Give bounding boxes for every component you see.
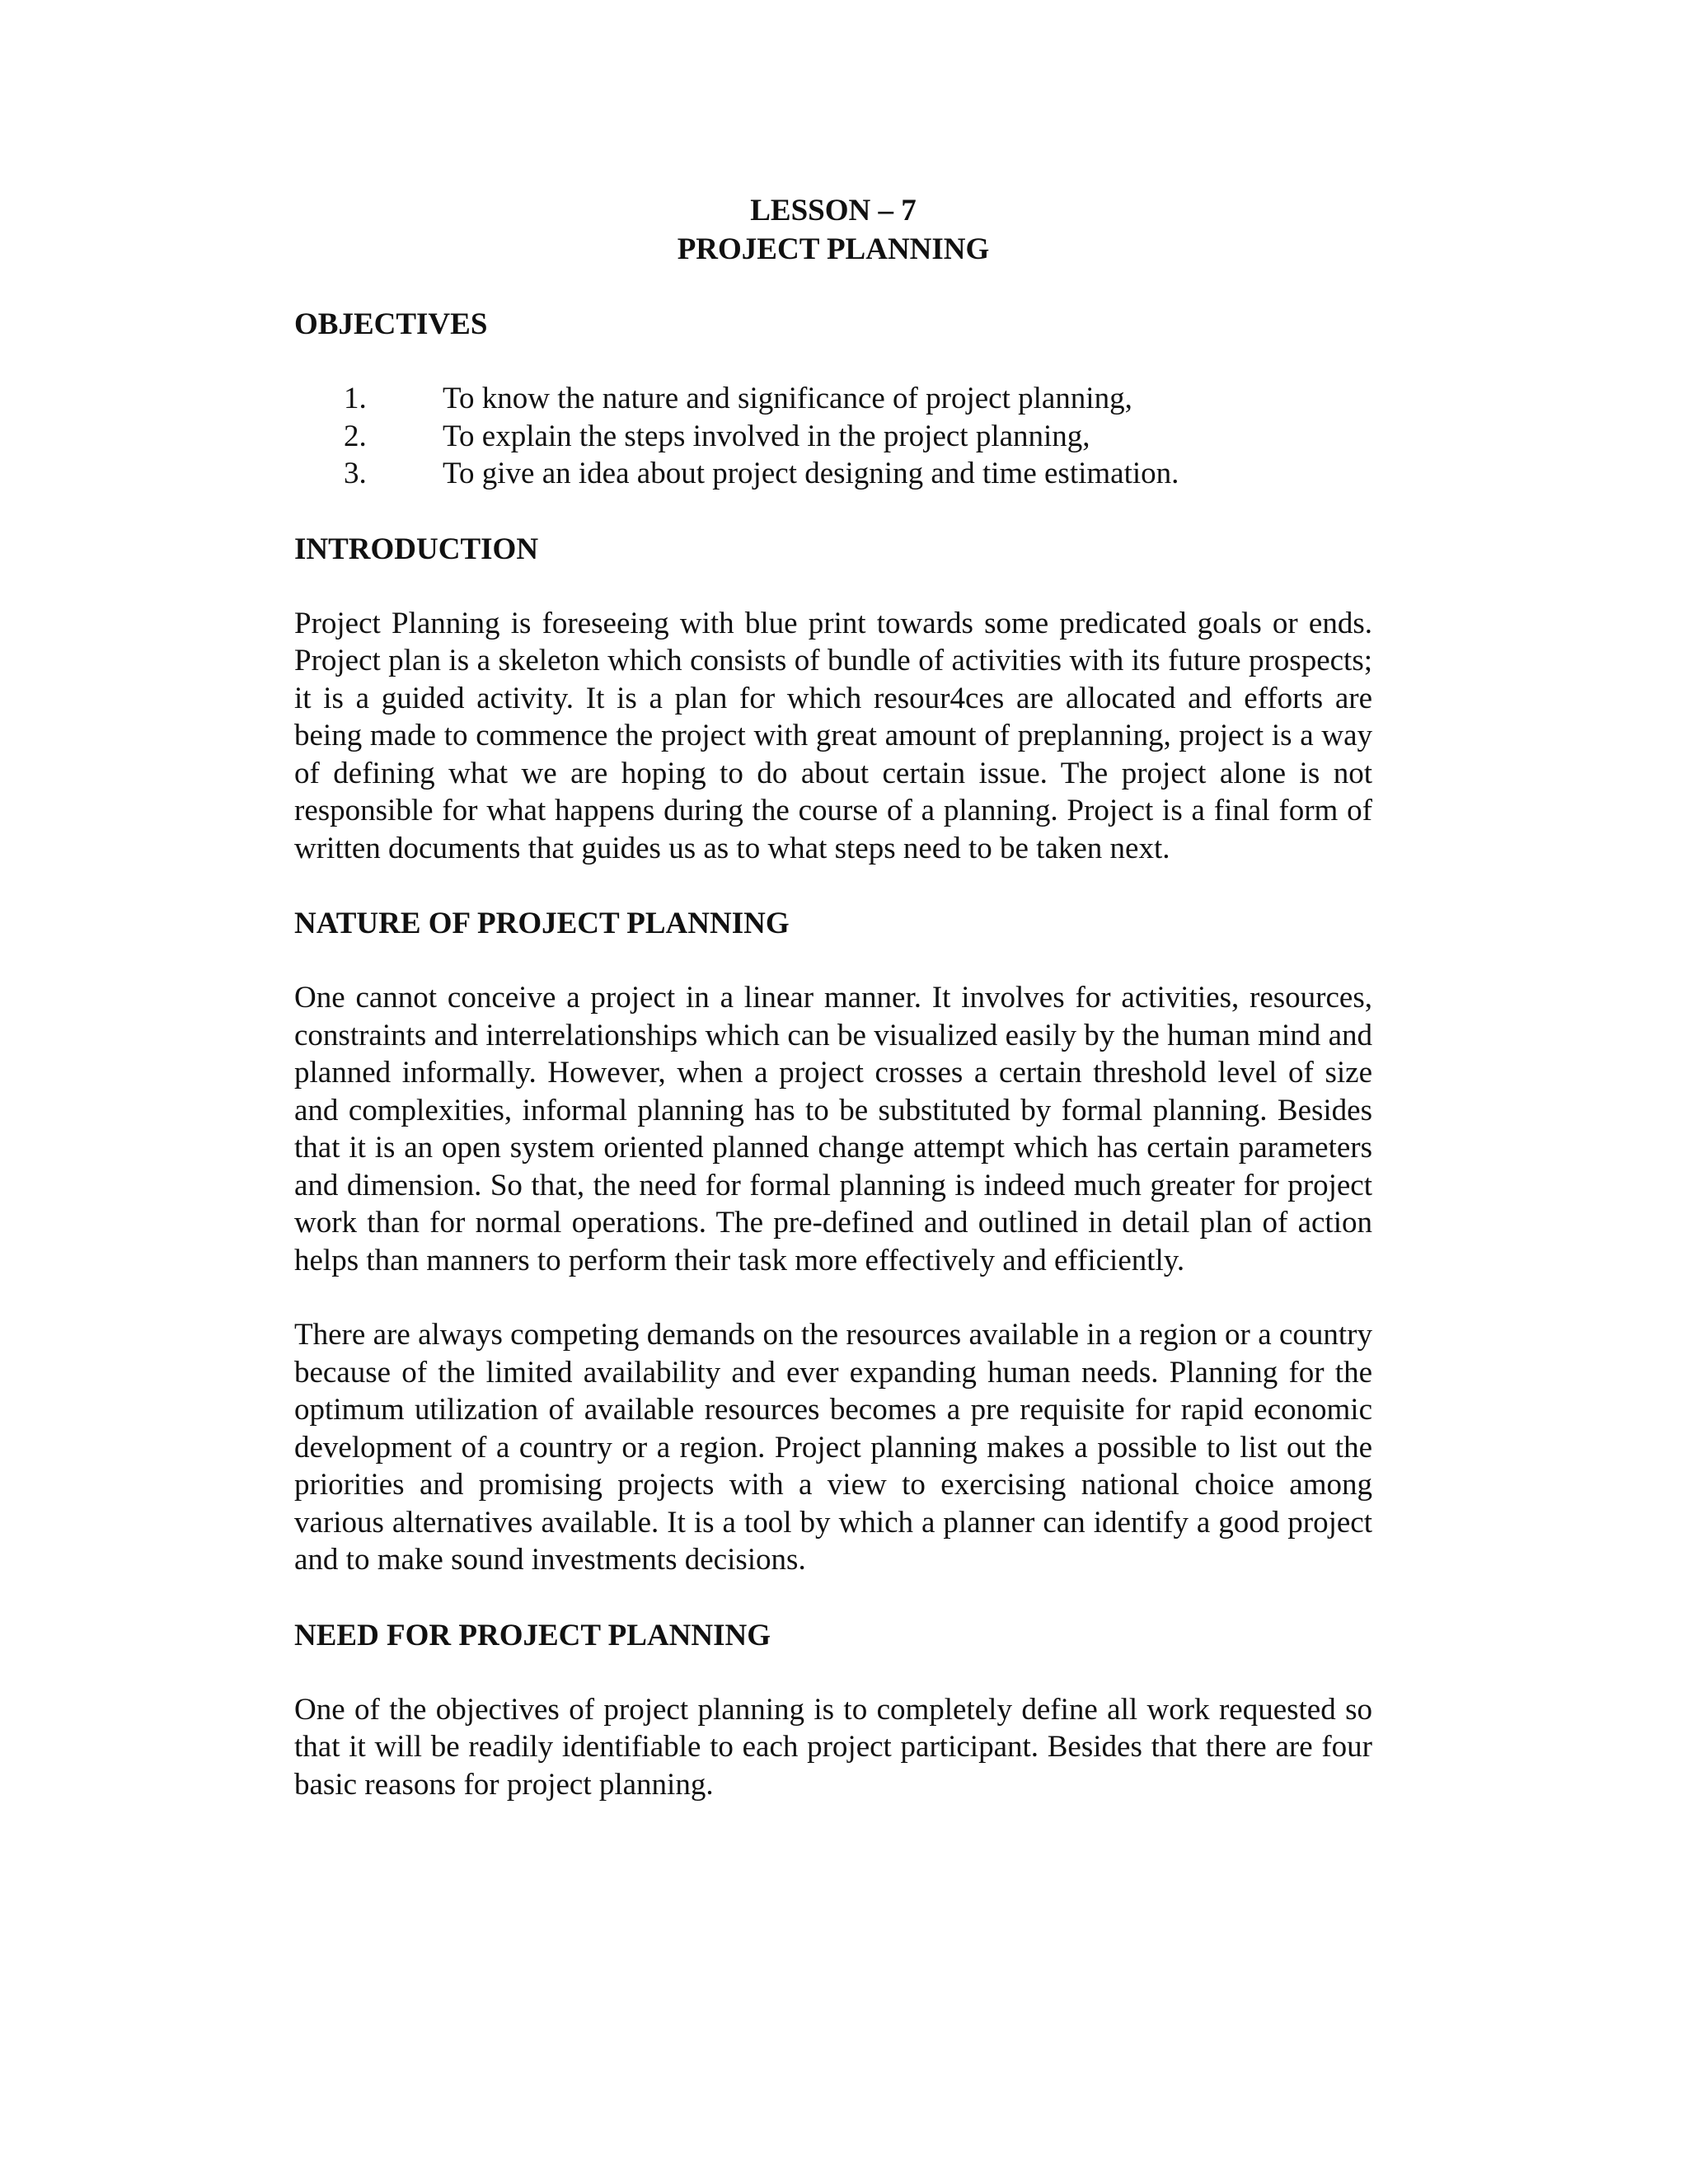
document-page <box>294 191 1372 1840</box>
lesson-number: LESSON – 7 <box>750 194 917 227</box>
need-paragraph: One of the objectives of project planning is to completely define all work requested so that it will be readily identifiable to each project participant. Besides that there are four basic reasons for project planning. <box>294 1692 1372 1802</box>
list-item-text: To give an idea about project designing and time estimation. <box>443 457 1179 490</box>
list-item-number: 1. <box>344 382 367 415</box>
introduction-heading: INTRODUCTION <box>294 532 539 566</box>
lesson-title: PROJECT PLANNING <box>677 232 990 266</box>
list-item-text: To know the nature and significance of project planning, <box>443 382 1132 415</box>
list-item <box>294 455 1372 493</box>
objectives-list <box>294 380 1372 493</box>
introduction-paragraph: Project Planning is foreseeing with blue print towards some predicated goals or ends. Project plan is a skeleton which consists of bundle of activities with its future prospects; it is a guided activity. It is a plan for which resour4ces are allocated and efforts are being made to commence the project with great amount of preplanning, project is a way of defining what we are hoping to do about certain issue. The project alone is not responsible for what happens during the course of a planning. Project is a final form of written documents that guides us as to what steps need to be taken next. <box>294 606 1372 865</box>
objectives-heading: OBJECTIVES <box>294 307 488 341</box>
list-item <box>294 380 1372 418</box>
list-item-text: To explain the steps involved in the project planning, <box>443 419 1090 453</box>
list-item-number: 3. <box>344 457 367 490</box>
lesson-title-block <box>294 191 1372 269</box>
list-item <box>294 418 1372 456</box>
nature-heading: NATURE OF PROJECT PLANNING <box>294 907 790 940</box>
nature-paragraph-2: There are always competing demands on the resources available in a region or a country because of the limited availability and ever expanding human needs. Planning for the optimum utilization of available resources becomes a pre requisite for rapid economic development of a country or a region. Project planning makes a possible to list out the priorities and promising projects with a view to exercising national choice among various alternatives available. It is a tool by which a planner can identify a good project and to make sound investments decisions. <box>294 1318 1372 1577</box>
need-heading: NEED FOR PROJECT PLANNING <box>294 1618 771 1652</box>
list-item-number: 2. <box>344 419 367 453</box>
nature-paragraph-1: One cannot conceive a project in a linear manner. It involves for activities, resources, constraints and interrelationships which can be visualized easily by the human mind and planned informally. However, when a project crosses a certain threshold level of size and complexities, informal planning has to be substituted by formal planning. Besides that it is an open system oriented planned change attempt which has certain parameters and dimension. So that, the need for formal planning is indeed much greater for project work than for normal operations. The pre-defined and outlined in detail plan of action helps than manners to perform their task more effectively and efficiently. <box>294 981 1372 1277</box>
